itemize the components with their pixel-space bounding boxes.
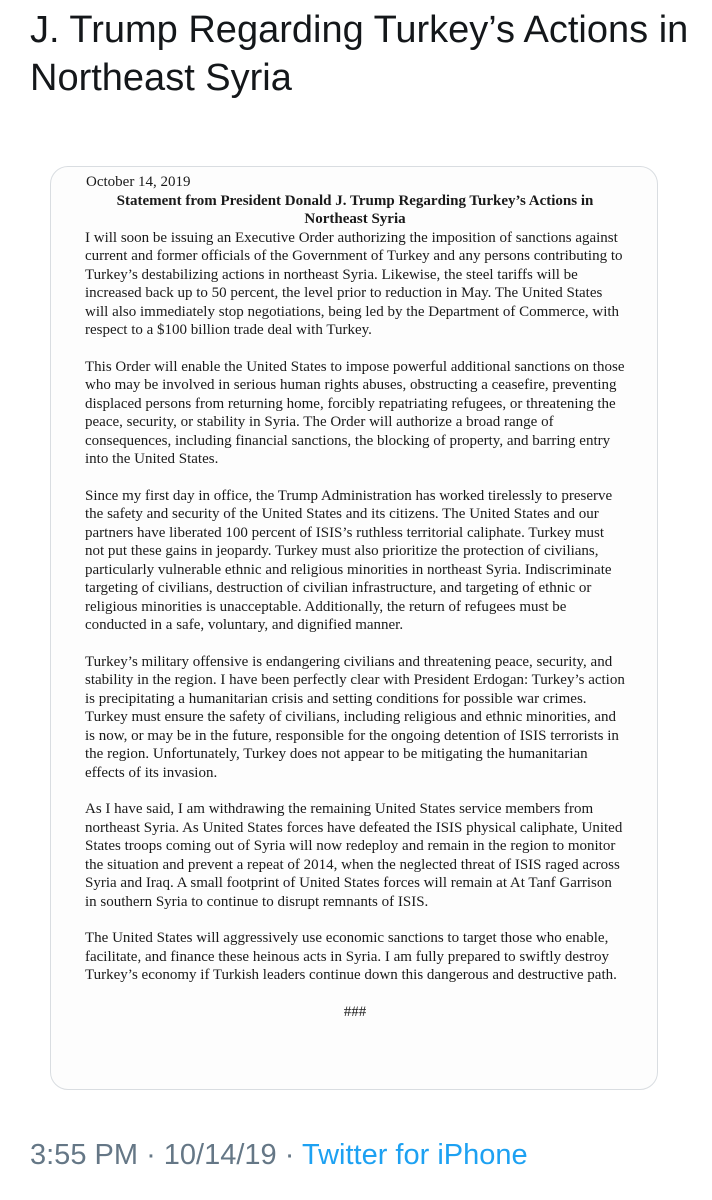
end-mark: ### bbox=[343, 1003, 367, 1020]
tweet-time[interactable]: 3:55 PM bbox=[30, 1139, 138, 1171]
tweet-source-link[interactable]: Twitter for iPhone bbox=[301, 1139, 528, 1171]
statement-document bbox=[85, 173, 625, 1021]
tweet-text: J. Trump Regarding Turkey’s Actions in Northeast Syria bbox=[30, 9, 689, 99]
tweet-meta bbox=[30, 1138, 528, 1172]
statement-date: October 14, 2019 bbox=[86, 174, 191, 190]
statement-paragraph: I will soon be issuing an Executive Order authorizing the imposition of sanctions against current and former officials of the Government of Turkey and any persons contributing to Turkey’s destabilizing actions in northeast Syria. Likewise, the steel tariffs will be increased back up to 50 percent, the level prior to reduction in May. The United States will also immediately stop negotiations, being led by the Department of Commerce, with respect to a $100 billion trade deal with Turkey. bbox=[85, 229, 623, 338]
statement-paragraph: This Order will enable the United States to impose powerful additional sanctions on those who may be involved in serious human rights abuses, obstructing a ceasefire, preventing displaced persons from returning home, forcibly repatriating refugees, or threatening the peace, security, or stability in Syria. The Order will authorize a broad range of consequences, including financial sanctions, the blocking of property, and barring entry into the United States. bbox=[85, 358, 625, 467]
tweet-date[interactable]: 10/14/19 bbox=[163, 1139, 277, 1171]
statement-paragraph: The United States will aggressively use economic sanctions to target those who enable, facilitate, and finance these heinous acts in Syria. I am fully prepared to swiftly destroy Turkey’s economy if Turkish leaders continue down this dangerous and destructive path. bbox=[85, 930, 617, 983]
statement-paragraph: Turkey’s military offensive is endangering civilians and threatening peace, security, and stability in the region. I have been perfectly clear with President Erdogan: Turkey’s action is precipitating a humanitarian crisis and setting conditions for possible war crimes. Turkey must ensure the safety of civilians, including religious and ethnic minorities, and is now, or may be in the future, responsible for the ongoing detention of ISIS terrorists in the region. Unfortunately, Turkey does not appear to be mitigating the humanitarian effects of its invasion. bbox=[85, 653, 625, 781]
meta-separator: · bbox=[146, 1139, 156, 1171]
statement-heading: Statement from President Donald J. Trump Regarding Turkey’s Actions in Northeast Syria bbox=[116, 192, 594, 227]
meta-separator-2: · bbox=[284, 1139, 295, 1171]
statement-paragraph: As I have said, I am withdrawing the remaining United States service members from northeast Syria. As United States forces have defeated the ISIS physical caliphate, United States troops coming out of Syria will now redeploy and remain in the region to monitor the situation and prevent a repeat of 2014, when the neglected threat of ISIS raged across Syria and Iraq. A small footprint of United States forces will remain at At Tanf Garrison in southern Syria to continue to disrupt remnants of ISIS. bbox=[85, 801, 623, 910]
attached-image[interactable] bbox=[50, 166, 658, 1090]
statement-paragraph: Since my first day in office, the Trump Administration has worked tirelessly to preserve the safety and security of the United States and its citizens. The United States and our partners have liberated 100 percent of ISIS’s ruthless territorial caliphate. Turkey must not put these gains in jeopardy. Turkey must also prioritize the protection of civilians, particularly vulnerable ethnic and religious minorities in northeast Syria. Indiscriminate targeting of civilians, destruction of civilian infrastructure, and targeting of ethnic or religious minorities is unacceptable. Additionally, the return of refugees must be conducted in a safe, voluntary, and dignified manner. bbox=[85, 487, 613, 633]
